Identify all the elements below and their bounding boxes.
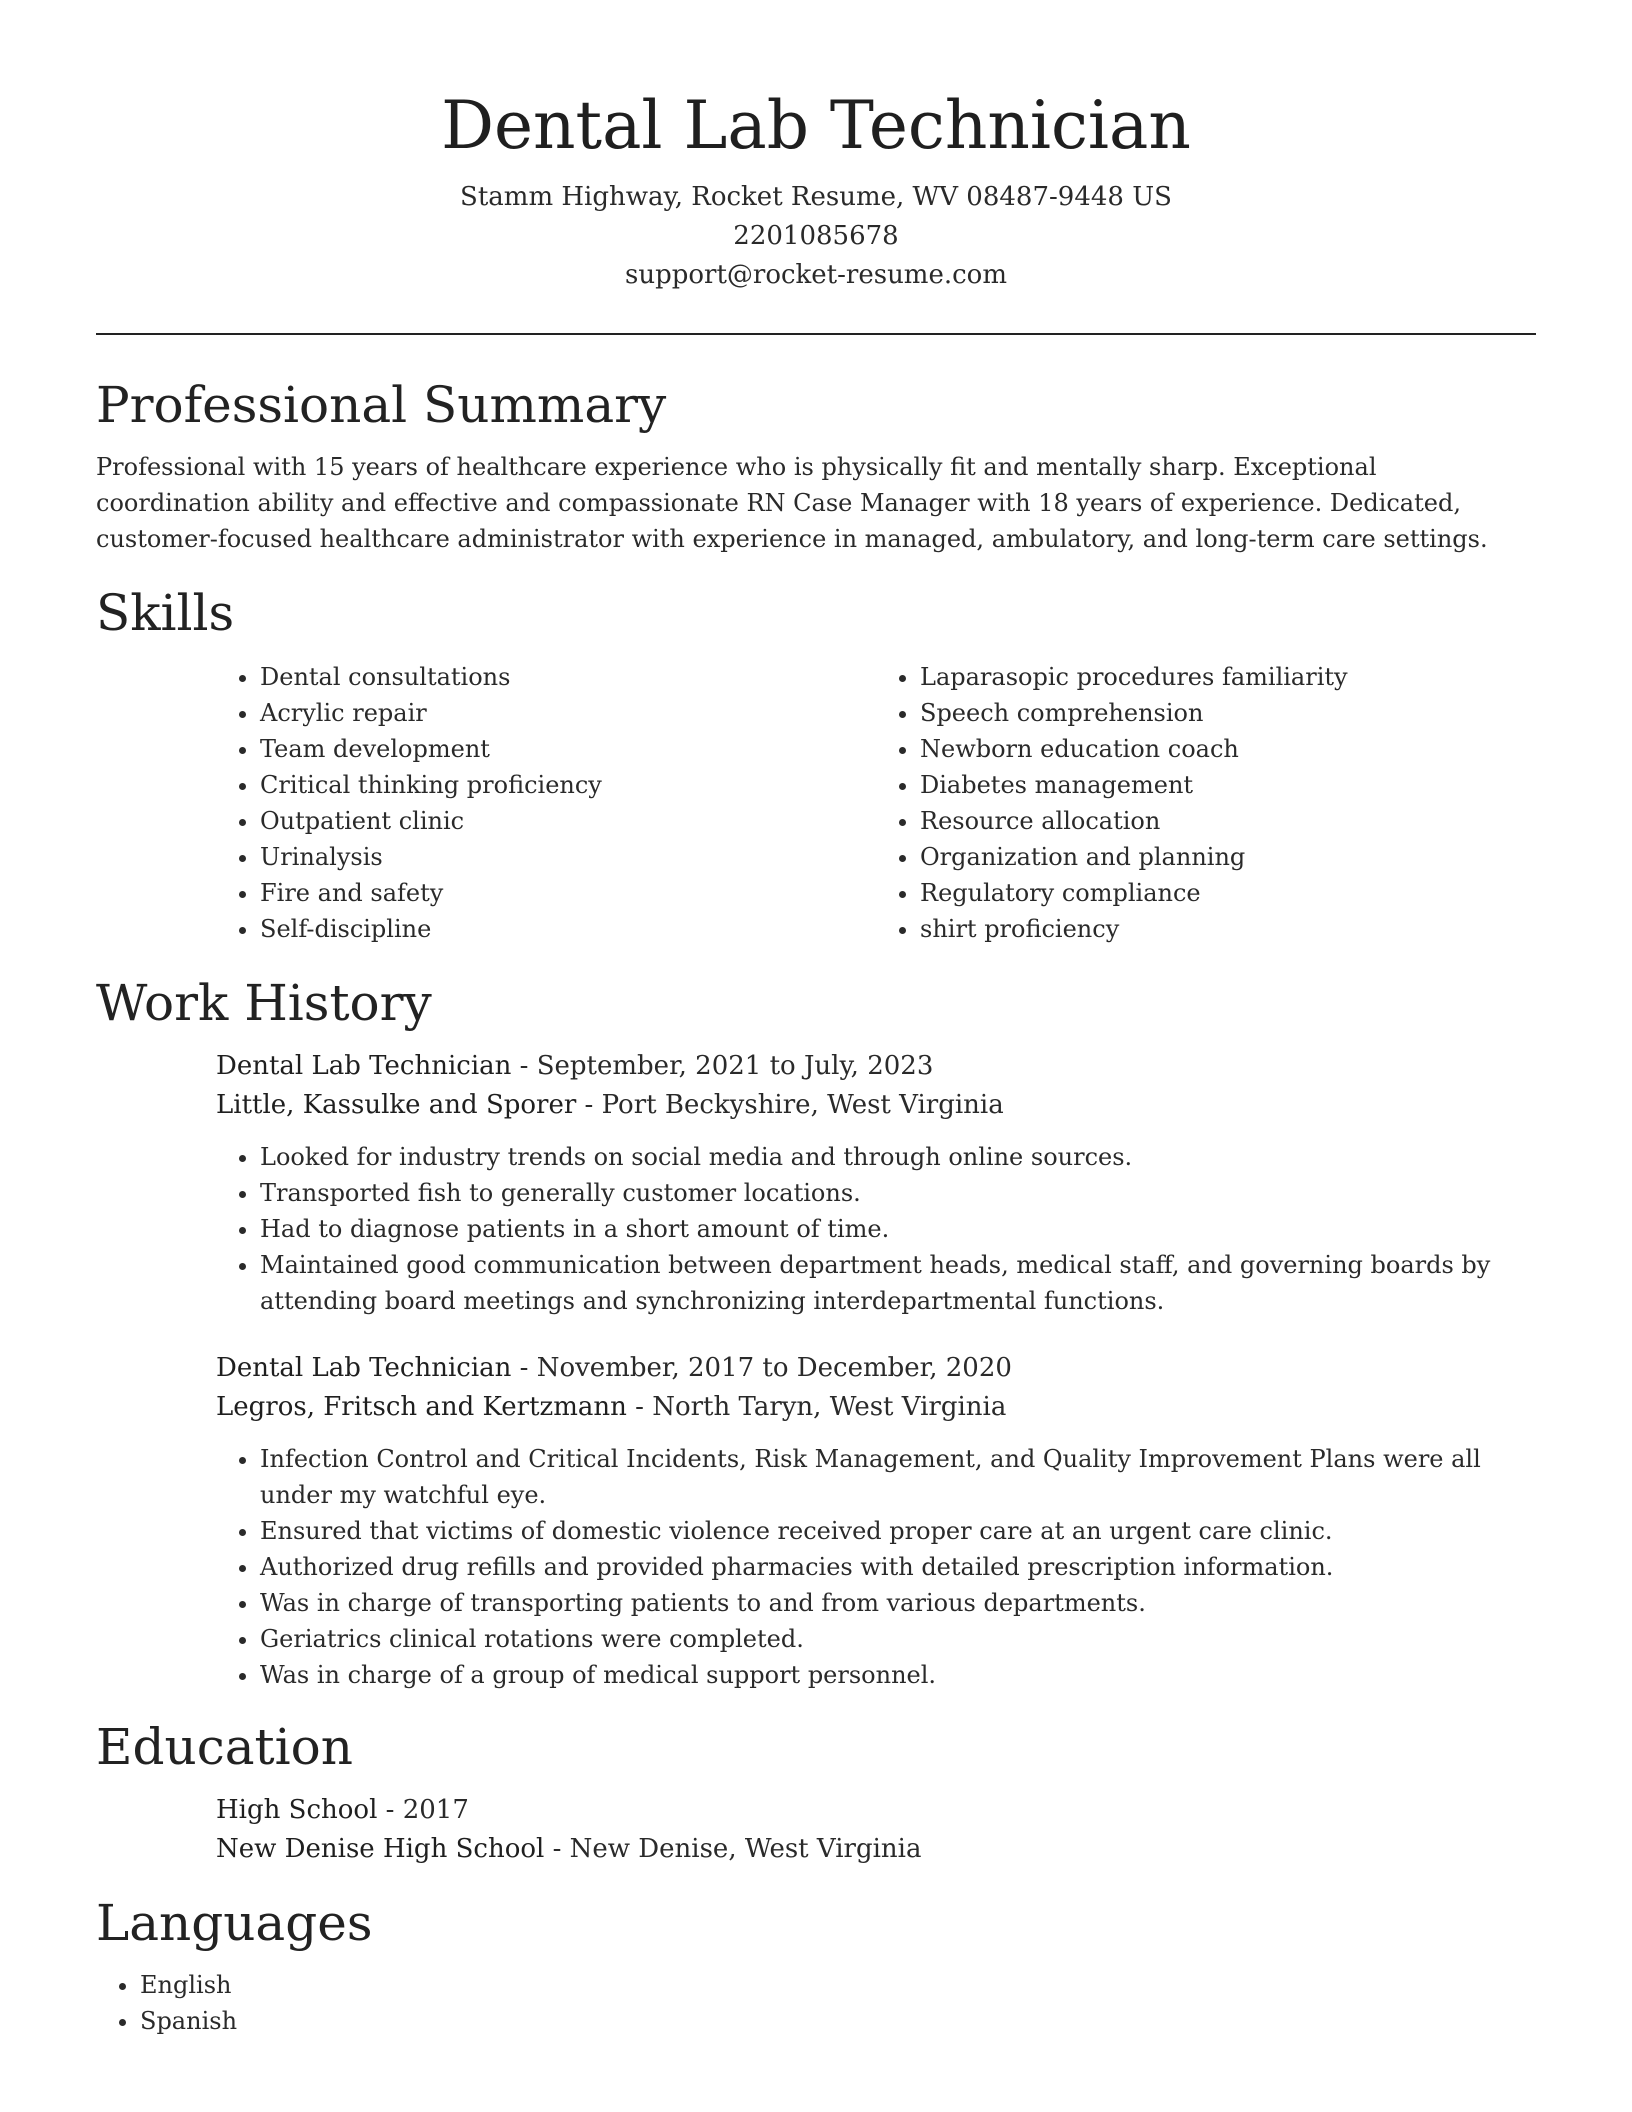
skill-item: • Team development: [260, 731, 876, 767]
job-dates: - November, 2017 to December, 2020: [511, 1353, 1012, 1383]
education-school-line: [216, 1830, 1536, 1869]
skills-title: Skills: [96, 584, 235, 642]
skill-item: • Critical thinking proficiency: [260, 767, 876, 803]
job-duty: • Authorized drug refills and provided pharmacies with detailed prescription information.: [260, 1549, 1536, 1585]
skills-section: [96, 581, 1536, 947]
summary-title: Professional Summary: [96, 376, 667, 434]
skill-item: • Dental consultations: [260, 659, 876, 695]
job-company: Legros, Fritsch and Kertzmann: [216, 1392, 627, 1422]
resume-page: [96, 0, 1536, 2039]
education-location: - New Denise, West Virginia: [544, 1834, 922, 1864]
job-duty: • Was in charge of a group of medical support personnel.: [260, 1657, 1536, 1693]
work-history-title: Work History: [96, 974, 432, 1032]
contact-info: [96, 178, 1536, 295]
skill-item: • Resource allocation: [920, 803, 1536, 839]
languages-title: Languages: [96, 1894, 373, 1952]
job-location: - Port Beckyshire, West Virginia: [576, 1090, 1004, 1120]
job-dates: - September, 2021 to July, 2023: [511, 1051, 934, 1081]
education-school: New Denise High School: [216, 1834, 545, 1864]
job-role: Dental Lab Technician: [216, 1051, 512, 1081]
job-duty: • Geriatrics clinical rotations were completed.: [260, 1621, 1536, 1657]
skill-item: • Urinalysis: [260, 839, 876, 875]
languages-section: [96, 1891, 1536, 2039]
job-duty: • Looked for industry trends on social media and through online sources.: [260, 1139, 1536, 1175]
job-duty: • Maintained good communication between department heads, medical staff, and governing boards by attending board meetings and synchronizing interdepartmental functions.: [260, 1247, 1536, 1319]
languages-list: [96, 1967, 1536, 2039]
resume-header: [96, 0, 1536, 295]
skill-item: • Outpatient clinic: [260, 803, 876, 839]
job-company-line: [216, 1086, 1536, 1125]
skill-item: • shirt proficiency: [920, 911, 1536, 947]
language-item: • Spanish: [140, 2003, 1536, 2039]
summary-section: [96, 373, 1536, 557]
skill-item: • Laparasopic procedures familiarity: [920, 659, 1536, 695]
job-location: - North Taryn, West Virginia: [626, 1392, 1007, 1422]
job-title-line: [216, 1047, 1536, 1086]
job-duties: [216, 1441, 1536, 1693]
education-year: - 2017: [377, 1795, 469, 1825]
skill-item: • Fire and safety: [260, 875, 876, 911]
job-duty: • Was in charge of transporting patients to and from various departments.: [260, 1585, 1536, 1621]
job-duty: • Had to diagnose patients in a short amount of time.: [260, 1211, 1536, 1247]
job-entry: [216, 1349, 1536, 1693]
skill-item: • Acrylic repair: [260, 695, 876, 731]
skills-list-left: [216, 659, 876, 947]
contact-email: support@rocket-resume.com: [624, 260, 1007, 290]
education-degree-line: [216, 1791, 1536, 1830]
skill-item: • Diabetes management: [920, 767, 1536, 803]
job-duty: • Ensured that victims of domestic violence received proper care at an urgent care clinic.: [260, 1513, 1536, 1549]
contact-phone: 2201085678: [733, 221, 899, 251]
education-section: [96, 1715, 1536, 1869]
header-divider: [96, 333, 1536, 335]
skill-item: • Organization and planning: [920, 839, 1536, 875]
candidate-name: Dental Lab Technician: [441, 87, 1191, 164]
summary-text: Professional with 15 years of healthcare experience who is physically fit and mentally sharp. Exceptional coordination ability and effective and compassionate RN Case Manager with 18 years of experience. Dedicated, customer-focused healthcare administrator with experience in managed, ambulatory, and long-term care settings.: [96, 453, 1488, 553]
skills-columns: [216, 659, 1536, 947]
skills-list-right: [876, 659, 1536, 947]
job-duties: [216, 1139, 1536, 1319]
skill-item: • Regulatory compliance: [920, 875, 1536, 911]
job-duty: • Infection Control and Critical Incidents, Risk Management, and Quality Improvement Plans were all under my watchful eye.: [260, 1441, 1536, 1513]
contact-address: Stamm Highway, Rocket Resume, WV 08487-9448 US: [460, 182, 1172, 212]
language-item: • English: [140, 1967, 1536, 2003]
education-degree: High School: [216, 1795, 378, 1825]
job-duty: • Transported fish to generally customer locations.: [260, 1175, 1536, 1211]
job-company-line: [216, 1388, 1536, 1427]
education-entry: [216, 1791, 1536, 1869]
education-title: Education: [96, 1718, 353, 1776]
job-role: Dental Lab Technician: [216, 1353, 512, 1383]
job-title-line: [216, 1349, 1536, 1388]
job-company: Little, Kassulke and Sporer: [216, 1090, 577, 1120]
skill-item: • Newborn education coach: [920, 731, 1536, 767]
job-entry: [216, 1047, 1536, 1319]
skill-item: • Self-discipline: [260, 911, 876, 947]
skill-item: • Speech comprehension: [920, 695, 1536, 731]
work-history-section: [96, 971, 1536, 1693]
